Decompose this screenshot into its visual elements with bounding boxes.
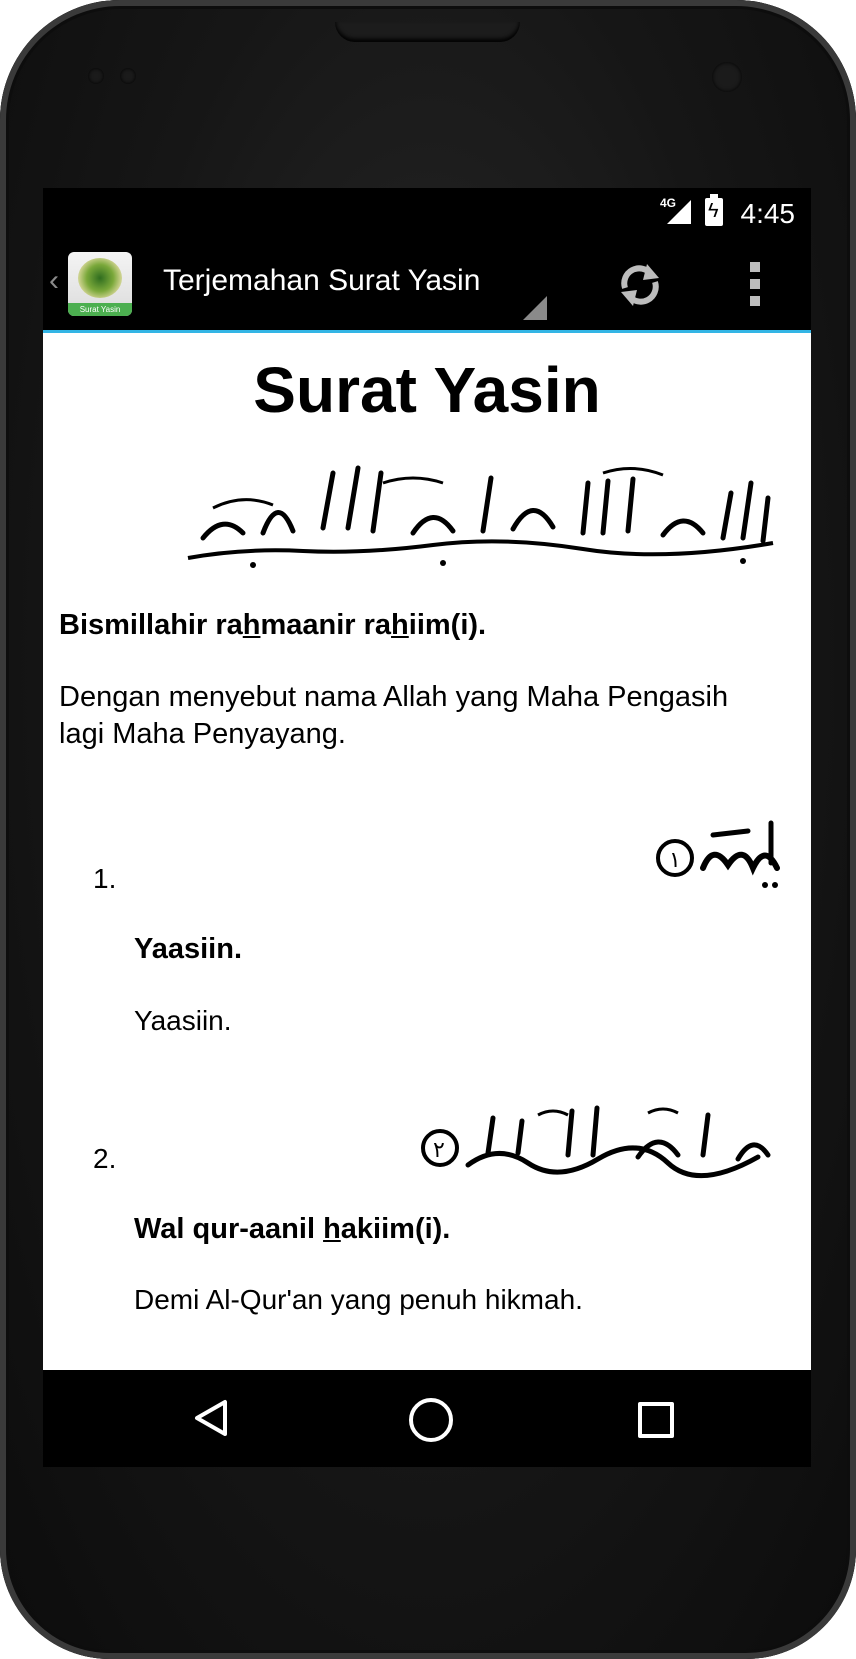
- signal-icon: [667, 200, 691, 224]
- verse-2-number: 2.: [93, 1143, 117, 1174]
- svg-text:٢: ٢: [433, 1138, 445, 1163]
- app-icon-caption: Surat Yasin: [68, 303, 132, 316]
- chevron-left-icon[interactable]: ‹: [49, 264, 59, 297]
- sensor-dot: [120, 68, 136, 84]
- verse-2-arabic-calligraphy: [418, 1093, 783, 1188]
- app-icon[interactable]: [68, 252, 132, 316]
- app-title[interactable]: Terjemahan Surat Yasin: [163, 264, 481, 297]
- bismillah-transliteration: Bismillahir rahmaanir rahiim(i).: [59, 609, 487, 641]
- home-icon[interactable]: [409, 1398, 453, 1442]
- verse-1-transliteration: Yaasiin.: [134, 933, 243, 965]
- status-time: 4:45: [740, 198, 795, 229]
- quran-medallion-icon: [78, 258, 122, 298]
- verse-1-number: 1.: [93, 863, 117, 894]
- network-type: 4G: [659, 196, 676, 210]
- verse-1-arabic-calligraphy: [653, 813, 783, 893]
- bismillah-calligraphy: [183, 453, 778, 573]
- overflow-menu-icon[interactable]: [743, 262, 767, 310]
- verse-1-meaning: Yaasiin.: [134, 1005, 232, 1036]
- bismillah-meaning: Dengan menyebut nama Allah yang Maha Pengasih lagi Maha Penyayang.: [59, 681, 729, 750]
- back-icon[interactable]: [191, 1398, 231, 1438]
- refresh-icon[interactable]: [613, 258, 667, 312]
- sensor-dot: [88, 68, 104, 84]
- battery-charging-icon: ϟ: [705, 198, 723, 226]
- status-bar: [43, 188, 811, 238]
- svg-text:١: ١: [669, 848, 681, 873]
- front-camera: [712, 62, 742, 92]
- action-bar: [43, 238, 811, 333]
- verse-2-meaning: Demi Al-Qur'an yang penuh hikmah.: [134, 1284, 583, 1315]
- verse-2-transliteration: Wal qur-aanil hakiim(i).: [134, 1213, 451, 1245]
- recents-icon[interactable]: [638, 1402, 674, 1438]
- page-title: Surat Yasin: [253, 354, 601, 426]
- navigation-bar: [43, 1370, 811, 1467]
- content-area[interactable]: [43, 333, 811, 1370]
- speaker-grille: [335, 22, 520, 42]
- spinner-indicator-icon[interactable]: [523, 296, 547, 320]
- screen: [43, 188, 811, 1467]
